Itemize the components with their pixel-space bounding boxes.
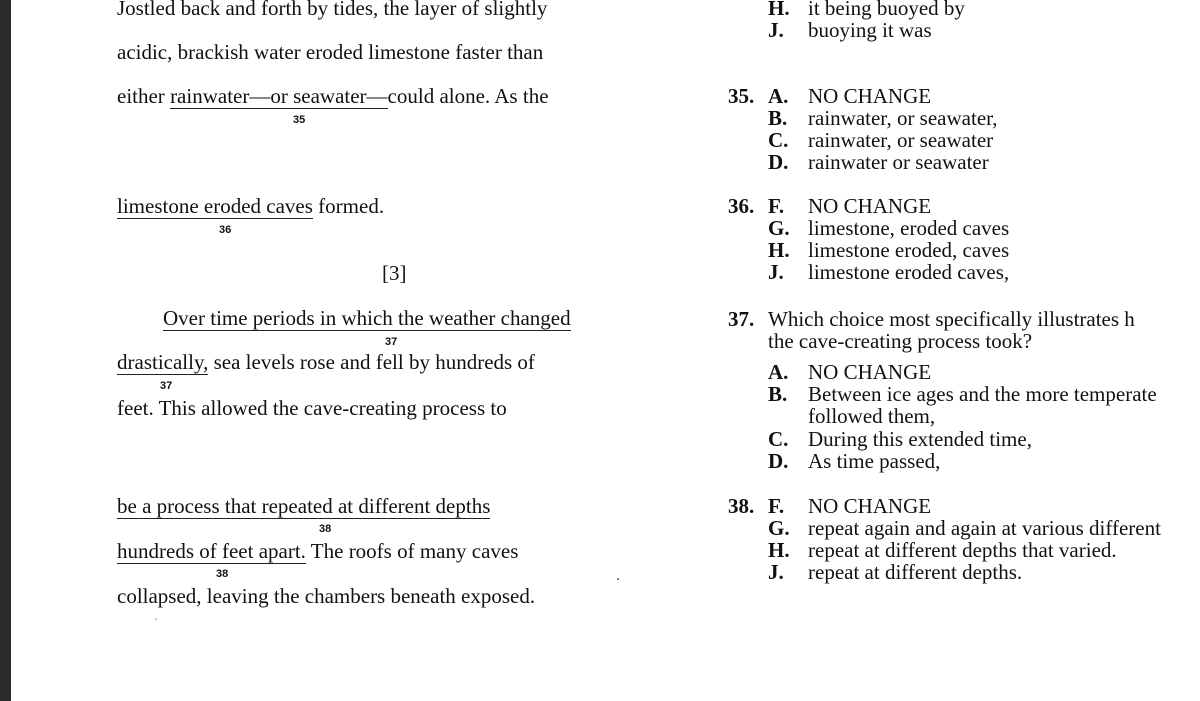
q36-option-g[interactable]: G. limestone, eroded caves	[768, 216, 1010, 240]
speck	[617, 578, 619, 580]
underlined-portion-35[interactable]: rainwater—or seawater—	[170, 84, 388, 108]
q38-option-f[interactable]: F. NO CHANGE	[768, 494, 932, 518]
q37-option-d[interactable]: D. As time passed,	[768, 449, 941, 473]
q35-number: 35.	[728, 84, 755, 108]
speck	[155, 618, 157, 620]
question-marker-36: 36	[219, 224, 232, 236]
question-marker-38a: 38	[319, 523, 332, 535]
question-marker-37a: 37	[385, 336, 398, 348]
q37-number: 37.	[728, 307, 755, 331]
passage-line-6: drastically, sea levels rose and fell by hundreds of	[117, 350, 535, 374]
paragraph-number: [3]	[382, 261, 407, 285]
passage-line-1: Jostled back and forth by tides, the layer of slightly	[117, 0, 548, 20]
q37-stem-line-1: Which choice most specifically illustrates h	[768, 307, 1135, 331]
underlined-portion-38b[interactable]: hundreds of feet apart.	[117, 539, 306, 563]
underlined-portion-37b[interactable]: drastically,	[117, 350, 209, 374]
q38-option-g[interactable]: G. repeat again and again at various different	[768, 516, 1161, 540]
q37-option-b[interactable]: B. Between ice ages and the more temperate	[768, 382, 1157, 406]
q35-option-b[interactable]: B. rainwater, or seawater,	[768, 106, 998, 130]
q38-option-j[interactable]: J. repeat at different depths.	[768, 560, 1023, 584]
q35-option-c[interactable]: C. rainwater, or seawater	[768, 128, 994, 152]
q38-option-h[interactable]: H. repeat at different depths that varied.	[768, 538, 1117, 562]
passage-line-2: acidic, brackish water eroded limestone faster than	[117, 40, 544, 64]
q36-option-h[interactable]: H. limestone eroded, caves	[768, 238, 1010, 262]
q36-option-j[interactable]: J. limestone eroded caves,	[768, 260, 1010, 284]
q36-option-f[interactable]: F. NO CHANGE	[768, 194, 932, 218]
passage-line-9: hundreds of feet apart. The roofs of many caves	[117, 539, 519, 563]
passage-line-10: collapsed, leaving the chambers beneath exposed.	[117, 584, 536, 608]
q35-option-d[interactable]: D. rainwater or seawater	[768, 150, 989, 174]
question-marker-38b: 38	[216, 568, 229, 580]
page-edge-shadow	[0, 0, 11, 701]
underlined-portion-38a[interactable]: be a process that repeated at different depths	[117, 494, 491, 518]
q34-option-j[interactable]: J. buoying it was	[768, 18, 932, 42]
q37-option-c[interactable]: C. During this extended time,	[768, 427, 1032, 451]
question-marker-37b: 37	[160, 380, 173, 392]
passage-line-4: limestone eroded caves formed.	[117, 194, 385, 218]
q37-option-b-line-2: followed them,	[808, 404, 936, 428]
q38-number: 38.	[728, 494, 755, 518]
q35-option-a[interactable]: A. NO CHANGE	[768, 84, 932, 108]
passage-line-7: feet. This allowed the cave-creating process to	[117, 396, 507, 420]
q34-option-h[interactable]: H. it being buoyed by	[768, 0, 965, 20]
passage-line-8	[117, 494, 490, 519]
q36-number: 36.	[728, 194, 755, 218]
underlined-portion-37a[interactable]: Over time periods in which the weather changed	[163, 306, 571, 330]
passage-line-5	[163, 306, 571, 331]
question-marker-35: 35	[293, 114, 306, 126]
passage-line-3: either rainwater—or seawater—could alone. As the	[117, 84, 549, 108]
underlined-portion-36[interactable]: limestone eroded caves	[117, 194, 313, 218]
q37-stem-line-2: the cave-creating process took?	[768, 329, 1033, 353]
q37-option-a[interactable]: A. NO CHANGE	[768, 360, 932, 384]
